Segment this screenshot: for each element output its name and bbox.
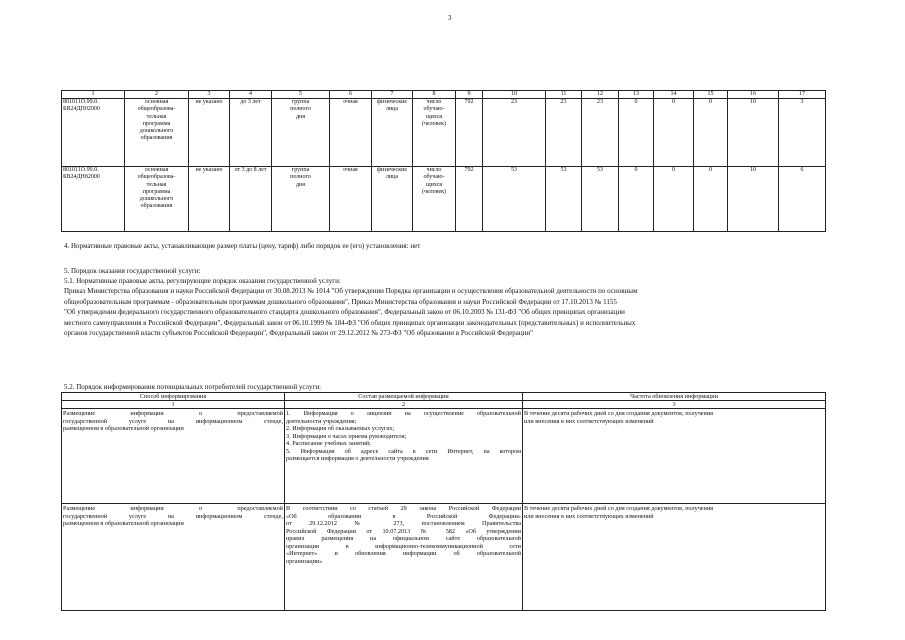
page-number: 3	[448, 14, 452, 22]
method-line: государственной услуге на информационном стенде,	[63, 512, 283, 520]
method-line: размещенном в образовательной организации	[63, 520, 184, 527]
column-number: 1	[62, 401, 285, 409]
method-cell	[62, 409, 285, 504]
content-line: 4. Расписание учебных занятий;	[286, 440, 371, 447]
regulatory-acts-line: Приказ Министерства образования и науки Российской Федерации от 30.08.2013 № 1014 "Об утверждении Порядка организации и осуществления образовательной деятельности по основным	[64, 287, 638, 295]
value-cell: 0	[619, 99, 654, 167]
content-line: размещается информация о деятельности учреждения	[286, 455, 429, 462]
column-number: 7	[372, 91, 413, 99]
column-number: 12	[582, 91, 619, 99]
registry-code-line: БВ24ДП02000	[63, 106, 100, 113]
specification-line: не указано	[195, 167, 223, 173]
method-line: размещенном в образовательной организации	[63, 425, 184, 432]
group-line: полного	[290, 106, 311, 113]
program-line: дошкольного	[139, 128, 174, 135]
column-number: 2	[125, 91, 189, 99]
frequency-line: В течение десяти рабочих дней со дня создания документов, получения	[524, 505, 714, 512]
indicator-cell	[413, 167, 456, 232]
specification-line: не указано	[195, 99, 223, 105]
program-cell	[125, 167, 189, 232]
registry-code-line: 801011О.99.0.	[63, 99, 99, 105]
value-cell: 10	[728, 167, 779, 232]
registry-code-line: 801011О.99.0.	[63, 167, 99, 173]
value-cell: 23	[546, 99, 582, 167]
column-number: 13	[619, 91, 654, 99]
information-table	[61, 392, 826, 611]
value-cell: 0	[694, 167, 728, 232]
registry-code-cell	[62, 99, 125, 167]
service-volume-table	[61, 90, 826, 232]
content-line: 3. Информация о часах приема руководителя;	[286, 432, 407, 440]
specification-cell	[189, 167, 230, 232]
value-cell: 3	[779, 99, 826, 167]
column-number: 5	[272, 91, 330, 99]
indicator-line: щихся	[425, 113, 443, 120]
column-number: 9	[456, 91, 483, 99]
program-line: образования	[140, 135, 173, 142]
value-cell: 0	[654, 167, 694, 232]
column-number: 4	[230, 91, 272, 99]
value-cell: 53	[582, 167, 619, 232]
column-number: 14	[654, 91, 694, 99]
regulatory-acts-line: общеобразовательным программам - образовательным программам дошкольного образования", Приказ Министерства образования и науки Российской Федерации от 17.10.2013 № 1155	[64, 297, 617, 306]
indicator-cell	[413, 99, 456, 167]
group-line: полного	[290, 174, 311, 181]
content-line: деятельности учреждения;	[286, 417, 357, 425]
program-line: тельная	[146, 113, 167, 120]
group-line: группа	[291, 167, 310, 173]
content-line: организации»	[286, 557, 323, 565]
form-line: очная	[343, 167, 358, 173]
column-number: 10	[483, 91, 546, 99]
content-line: Российской Федерации от 10.07.2013 № 582 «Об утверждении	[286, 527, 521, 535]
program-cell	[125, 99, 189, 167]
value-cell: 53	[483, 167, 546, 232]
column-number: 17	[779, 91, 826, 99]
method-line: Размещение информации о предоставляемой	[63, 505, 283, 512]
column-header: Способ информирования	[62, 393, 285, 401]
column-number-row	[62, 91, 826, 99]
content-line: от 29.12.2012 № 273, постановлением Правительства	[286, 520, 521, 527]
column-number: 2	[285, 401, 523, 409]
program-line: образования	[140, 203, 173, 210]
content-line: 1. Информация о лицензии на осуществление образовательной	[286, 410, 521, 417]
value-cell: 0	[694, 99, 728, 167]
frequency-line: или внесения в них соответствующих изменений	[524, 512, 654, 520]
category-cell	[372, 167, 413, 232]
column-number: 3	[523, 401, 826, 409]
content-line: правил размещения на официальном сайте образовательной	[286, 535, 521, 542]
program-line: программа	[142, 120, 171, 127]
indicator-line: (человек)	[421, 188, 447, 195]
frequency-line: В течение десяти рабочих дней со дня создания документов, получения	[524, 410, 714, 417]
column-number: 15	[694, 91, 728, 99]
value-cell: 6	[779, 167, 826, 232]
column-number: 11	[546, 91, 582, 99]
indicator-line: (человек)	[421, 120, 447, 127]
regulatory-acts-line: органов государственной власти субъектов Российской Федерации", Федеральный закон от 29.12.2012 № 273-ФЗ "Об образовании в Российской Федерации"	[64, 329, 534, 338]
regulatory-acts-paragraph	[64, 286, 637, 339]
table-row	[62, 99, 826, 167]
section-4-text: 4. Нормативные правовые акты, устанавливающие размер платы (цену, тариф) либо порядок ее (его) установления: нет	[64, 242, 421, 250]
age-line: от 3 до 8 лет	[234, 167, 267, 173]
program-line: тельная	[146, 181, 167, 188]
regulatory-acts-line: местного самоуправления в Российской Федерации", Федеральный закон от 06.10.1999 № 184-ФЗ "Об общих принципах организации законодательных (представительных) и исполнительных	[64, 318, 636, 327]
indicator-line: щихся	[425, 181, 443, 188]
okei-code-cell: 792	[456, 99, 483, 167]
content-line: В соответствии со статьей 29 закона Российской Федерации	[286, 505, 521, 512]
program-line: основная	[144, 99, 169, 105]
group-line: группа	[291, 99, 310, 105]
content-line: 5. Информация об адресе сайта в сети Интернет, на котором	[286, 447, 521, 455]
indicator-line: обучаю-	[423, 174, 445, 181]
table-row	[62, 504, 826, 611]
header-row	[62, 393, 826, 401]
frequency-cell	[523, 409, 826, 504]
specification-cell	[189, 99, 230, 167]
column-number: 16	[728, 91, 779, 99]
program-line: программа	[142, 188, 171, 195]
value-cell: 23	[582, 99, 619, 167]
value-cell: 0	[619, 167, 654, 232]
group-cell	[272, 167, 330, 232]
column-number: 3	[189, 91, 230, 99]
value-cell: 0	[654, 99, 694, 167]
content-line: «Интернет» и обновления информации об образовательной	[286, 550, 521, 557]
section-5-1-title: 5.1. Нормативные правовые акты, регулирующие порядок оказания государственной услуги:	[64, 277, 341, 285]
category-cell	[372, 99, 413, 167]
category-line: лица	[385, 174, 399, 181]
method-line: Размещение информации о предоставляемой	[63, 410, 283, 417]
content-cell	[285, 409, 523, 504]
form-cell	[330, 167, 372, 232]
age-cell	[230, 167, 272, 232]
category-line: физические	[377, 167, 407, 173]
column-number: 1	[62, 91, 125, 99]
program-line: общеобразова-	[137, 174, 176, 181]
content-line: «Об образовании в Российской Федерации»	[286, 512, 521, 520]
frequency-line: или внесения в них соответствующих изменений	[524, 417, 654, 425]
method-cell	[62, 504, 285, 611]
section-5-2-title: 5.2. Порядок информирования потенциальных потребителей государственной услуги:	[64, 383, 322, 391]
category-line: физические	[377, 99, 407, 105]
group-cell	[272, 99, 330, 167]
column-number-row	[62, 401, 826, 409]
age-cell	[230, 99, 272, 167]
method-line: государственной услуге на информационном стенде,	[63, 417, 283, 425]
age-line: до 3 лет	[240, 99, 261, 105]
value-cell: 23	[483, 99, 546, 167]
column-header: Состав размещаемой информации	[285, 393, 523, 401]
table-row	[62, 167, 826, 232]
column-number: 6	[330, 91, 372, 99]
content-cell	[285, 504, 523, 611]
column-number: 8	[413, 91, 456, 99]
frequency-cell	[523, 504, 826, 611]
value-cell: 53	[546, 167, 582, 232]
content-line: 2. Информация об оказываемых услугах;	[286, 425, 395, 432]
column-header: Частота обновления информации	[523, 393, 826, 401]
category-line: лица	[385, 106, 399, 113]
table-row	[62, 409, 826, 504]
registry-code-cell	[62, 167, 125, 232]
section-5-title: 5. Порядок оказания государственной услуги:	[64, 267, 201, 275]
form-cell	[330, 99, 372, 167]
okei-code-cell: 792	[456, 167, 483, 232]
group-line: дня	[295, 113, 306, 120]
content-line: организации в информационно-телекоммуникационной сети	[286, 542, 521, 550]
indicator-line: число	[426, 167, 442, 173]
form-line: очная	[343, 99, 358, 105]
regulatory-acts-line: "Об утверждении федерального государственного образовательного стандарта дошкольного образования", Федеральный закон от 06.10.2003 № 131-ФЗ "Об общих принципах организации	[64, 308, 625, 317]
group-line: дня	[295, 181, 306, 188]
program-line: дошкольного	[139, 196, 174, 203]
value-cell: 10	[728, 99, 779, 167]
registry-code-line: БВ24ДН82000	[63, 174, 100, 181]
program-line: общеобразова-	[137, 106, 176, 113]
indicator-line: обучаю-	[423, 106, 445, 113]
indicator-line: число	[426, 99, 442, 105]
program-line: основная	[144, 167, 169, 173]
